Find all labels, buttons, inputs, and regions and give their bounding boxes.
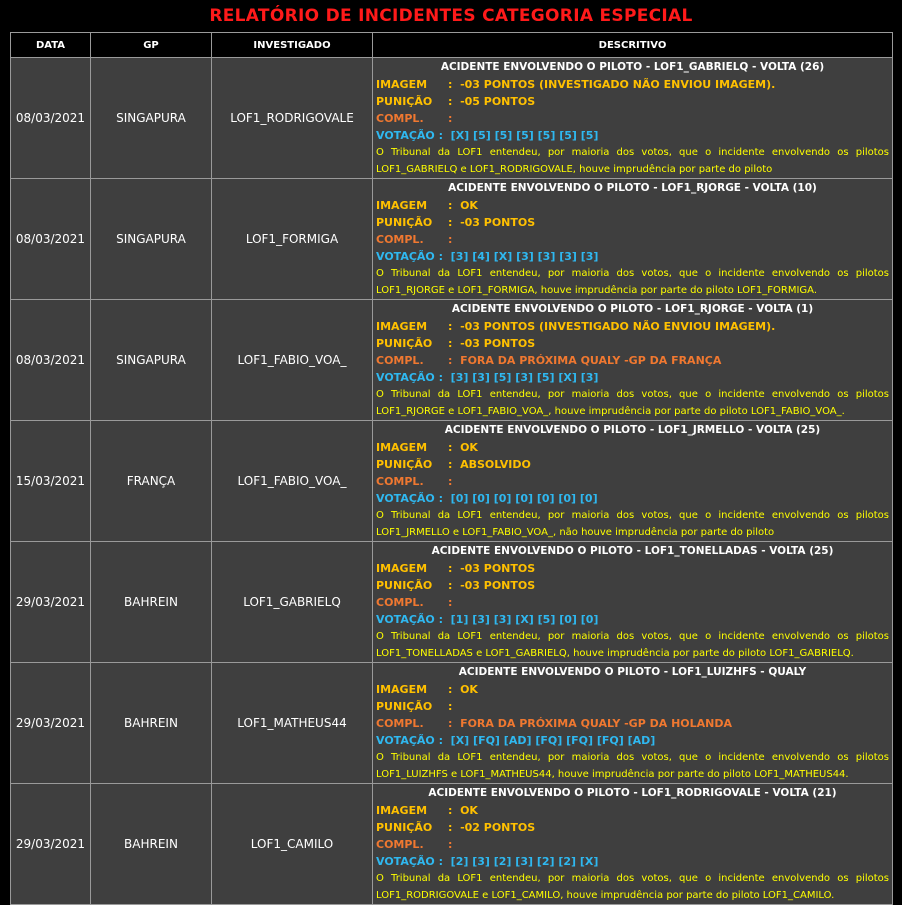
incident-heading: ACIDENTE ENVOLVENDO O PILOTO - LOF1_GABRIELQ - VOLTA (26): [440, 61, 825, 73]
punicao-label: PUNIÇÃO: [376, 579, 433, 592]
header-data: DATA: [11, 33, 91, 58]
cell-investigado: LOF1_FABIO_VOA_: [212, 300, 373, 421]
cell-gp: BAHREIN: [91, 663, 212, 784]
verdict-text: [376, 265, 889, 299]
punicao-line: PUNIÇÃO : ABSOLVIDO: [376, 458, 531, 471]
verdict-line-1: O Tribunal da LOF1 entendeu, por maioria dos votos, que o incidente envolvendo os pilotos: [376, 752, 889, 763]
imagem-line: IMAGEM : OK: [376, 441, 478, 454]
compl-line: COMPL. : FORA DA PRÓXIMA QUALY -GP DA FRANÇA: [376, 354, 722, 367]
verdict-text: [376, 507, 889, 541]
imagem-line: IMAGEM : -03 PONTOS: [376, 562, 536, 575]
cell-descritivo: [373, 179, 893, 300]
punicao-label: PUNIÇÃO: [376, 821, 433, 834]
votacao-label: VOTAÇÃO: [376, 129, 435, 142]
votacao-value: [X] [5] [5] [5] [5] [5] [5]: [450, 129, 599, 142]
cell-descritivo: [373, 300, 893, 421]
imagem-line: IMAGEM : -03 PONTOS (INVESTIGADO NÃO ENVIOU IMAGEM).: [376, 320, 776, 333]
compl-label: COMPL.: [376, 112, 424, 125]
imagem-value: -03 PONTOS (INVESTIGADO NÃO ENVIOU IMAGEM).: [460, 78, 776, 91]
votacao-value: [1] [3] [3] [X] [5] [0] [0]: [450, 613, 599, 626]
compl-line: COMPL. : FORA DA PRÓXIMA QUALY -GP DA HOLANDA: [376, 717, 733, 730]
punicao-value: -03 PONTOS: [460, 579, 536, 592]
cell-data: 29/03/2021: [11, 542, 91, 663]
imagem-line: IMAGEM : OK: [376, 683, 478, 696]
header-gp: GP: [91, 33, 212, 58]
cell-data: 08/03/2021: [11, 179, 91, 300]
cell-descritivo: [373, 663, 893, 784]
votacao-line: VOTAÇÃO : [0] [0] [0] [0] [0] [0] [0]: [376, 492, 598, 505]
compl-line: COMPL. :: [376, 596, 457, 609]
compl-label: COMPL.: [376, 233, 424, 246]
imagem-label: IMAGEM: [376, 78, 428, 91]
table-row: [11, 58, 893, 179]
header-descritivo: DESCRITIVO: [373, 33, 893, 58]
cell-gp: SINGAPURA: [91, 179, 212, 300]
votacao-value: [3] [3] [5] [3] [5] [X] [3]: [450, 371, 599, 384]
punicao-value: -03 PONTOS: [460, 337, 536, 350]
cell-data: 15/03/2021: [11, 421, 91, 542]
punicao-value: -02 PONTOS: [460, 821, 536, 834]
punicao-line: PUNIÇÃO : -03 PONTOS: [376, 337, 536, 350]
incidents-table: [10, 32, 893, 905]
report-title: RELATÓRIO DE INCIDENTES CATEGORIA ESPECIAL: [209, 6, 693, 26]
compl-line: COMPL. :: [376, 112, 457, 125]
votacao-label: VOTAÇÃO: [376, 734, 435, 747]
imagem-label: IMAGEM: [376, 441, 428, 454]
verdict-line-2: LOF1_LUIZHFS e LOF1_MATHEUS44, houve imprudência por parte do piloto LOF1_MATHEUS44.: [376, 769, 849, 780]
votacao-label: VOTAÇÃO: [376, 371, 435, 384]
imagem-label: IMAGEM: [376, 683, 428, 696]
cell-descritivo: [373, 58, 893, 179]
cell-investigado: LOF1_RODRIGOVALE: [212, 58, 373, 179]
votacao-value: [0] [0] [0] [0] [0] [0] [0]: [450, 492, 598, 505]
compl-value: FORA DA PRÓXIMA QUALY -GP DA FRANÇA: [460, 354, 722, 367]
verdict-text: [376, 386, 889, 420]
votacao-line: VOTAÇÃO : [2] [3] [2] [3] [2] [2] [X]: [376, 855, 599, 868]
incident-heading: ACIDENTE ENVOLVENDO O PILOTO - LOF1_TONELLADAS - VOLTA (25): [431, 545, 834, 557]
cell-descritivo: [373, 542, 893, 663]
cell-investigado: LOF1_FABIO_VOA_: [212, 421, 373, 542]
punicao-line: PUNIÇÃO : -03 PONTOS: [376, 216, 536, 229]
cell-data: 08/03/2021: [11, 300, 91, 421]
compl-line: COMPL. :: [376, 838, 457, 851]
compl-label: COMPL.: [376, 475, 424, 488]
votacao-line: VOTAÇÃO : [1] [3] [3] [X] [5] [0] [0]: [376, 613, 599, 626]
incident-heading: ACIDENTE ENVOLVENDO O PILOTO - LOF1_RJORGE - VOLTA (10): [448, 182, 817, 194]
punicao-line: PUNIÇÃO : -05 PONTOS: [376, 95, 536, 108]
cell-investigado: LOF1_MATHEUS44: [212, 663, 373, 784]
verdict-text: [376, 628, 889, 662]
table-row: [11, 542, 893, 663]
imagem-value: OK: [460, 199, 478, 212]
incident-heading: ACIDENTE ENVOLVENDO O PILOTO - LOF1_RJORGE - VOLTA (1): [451, 303, 814, 315]
votacao-line: VOTAÇÃO : [3] [4] [X] [3] [3] [3] [3]: [376, 250, 599, 263]
compl-label: COMPL.: [376, 717, 424, 730]
cell-descritivo: [373, 421, 893, 542]
cell-gp: BAHREIN: [91, 542, 212, 663]
cell-gp: FRANÇA: [91, 421, 212, 542]
compl-line: COMPL. :: [376, 233, 457, 246]
votacao-value: [3] [4] [X] [3] [3] [3] [3]: [450, 250, 599, 263]
cell-investigado: LOF1_CAMILO: [212, 784, 373, 905]
verdict-line-2: LOF1_TONELLADAS e LOF1_GABRIELQ, houve imprudência por parte do piloto LOF1_GABRIELQ.: [376, 648, 854, 659]
cell-investigado: LOF1_FORMIGA: [212, 179, 373, 300]
cell-data: 29/03/2021: [11, 784, 91, 905]
table-row: [11, 784, 893, 905]
imagem-label: IMAGEM: [376, 320, 428, 333]
verdict-text: [376, 749, 889, 783]
incident-heading: ACIDENTE ENVOLVENDO O PILOTO - LOF1_JRMELLO - VOLTA (25): [444, 424, 821, 436]
cell-gp: SINGAPURA: [91, 300, 212, 421]
verdict-line-2: LOF1_JRMELLO e LOF1_FABIO_VOA_, não houve imprudência por parte do piloto: [376, 527, 775, 538]
table-row: [11, 179, 893, 300]
cell-gp: BAHREIN: [91, 784, 212, 905]
incident-heading: ACIDENTE ENVOLVENDO O PILOTO - LOF1_LUIZHFS - QUALY: [458, 666, 807, 678]
votacao-line: VOTAÇÃO : [3] [3] [5] [3] [5] [X] [3]: [376, 371, 599, 384]
cell-gp: SINGAPURA: [91, 58, 212, 179]
compl-line: COMPL. :: [376, 475, 457, 488]
punicao-line: PUNIÇÃO : -03 PONTOS: [376, 579, 536, 592]
compl-label: COMPL.: [376, 354, 424, 367]
votacao-label: VOTAÇÃO: [376, 492, 435, 505]
votacao-label: VOTAÇÃO: [376, 250, 435, 263]
votacao-value: [X] [FQ] [AD] [FQ] [FQ] [FQ] [AD]: [450, 734, 656, 747]
verdict-line-1: O Tribunal da LOF1 entendeu, por maioria dos votos, que o incidente envolvendo os pilotos: [376, 268, 889, 279]
imagem-label: IMAGEM: [376, 804, 428, 817]
verdict-line-2: LOF1_RODRIGOVALE e LOF1_CAMILO, houve imprudência por parte do piloto LOF1_CAMILO.: [376, 890, 835, 901]
verdict-line-1: O Tribunal da LOF1 entendeu, por maioria dos votos, que o incidente envolvendo os pilotos: [376, 631, 889, 642]
imagem-line: IMAGEM : OK: [376, 199, 478, 212]
verdict-line-1: O Tribunal da LOF1 entendeu, por maioria dos votos, que o incidente envolvendo os pilotos: [376, 873, 889, 884]
imagem-value: OK: [460, 804, 478, 817]
compl-value: FORA DA PRÓXIMA QUALY -GP DA HOLANDA: [460, 717, 733, 730]
punicao-line: PUNIÇÃO : -02 PONTOS: [376, 821, 536, 834]
votacao-value: [2] [3] [2] [3] [2] [2] [X]: [450, 855, 599, 868]
verdict-line-1: O Tribunal da LOF1 entendeu, por maioria dos votos, que o incidente envolvendo os pilotos: [376, 147, 889, 158]
compl-label: COMPL.: [376, 596, 424, 609]
table-row: [11, 300, 893, 421]
imagem-line: IMAGEM : OK: [376, 804, 478, 817]
verdict-line-1: O Tribunal da LOF1 entendeu, por maioria dos votos, que o incidente envolvendo os pilotos: [376, 389, 889, 400]
table-header-row: [11, 33, 893, 58]
compl-label: COMPL.: [376, 838, 424, 851]
votacao-label: VOTAÇÃO: [376, 855, 435, 868]
punicao-value: -03 PONTOS: [460, 216, 536, 229]
verdict-text: [376, 144, 889, 178]
imagem-label: IMAGEM: [376, 562, 428, 575]
verdict-line-2: LOF1_GABRIELQ e LOF1_RODRIGOVALE, houve imprudência por parte do piloto: [376, 164, 773, 175]
verdict-line-2: LOF1_RJORGE e LOF1_FABIO_VOA_, houve imprudência por parte do piloto LOF1_FABIO_VOA_.: [376, 406, 845, 417]
punicao-label: PUNIÇÃO: [376, 95, 433, 108]
verdict-line-1: O Tribunal da LOF1 entendeu, por maioria dos votos, que o incidente envolvendo os pilotos: [376, 510, 889, 521]
punicao-label: PUNIÇÃO: [376, 337, 433, 350]
imagem-line: IMAGEM : -03 PONTOS (INVESTIGADO NÃO ENVIOU IMAGEM).: [376, 78, 776, 91]
cell-data: 29/03/2021: [11, 663, 91, 784]
votacao-label: VOTAÇÃO: [376, 613, 435, 626]
imagem-label: IMAGEM: [376, 199, 428, 212]
header-investigado: INVESTIGADO: [212, 33, 373, 58]
cell-investigado: LOF1_GABRIELQ: [212, 542, 373, 663]
incident-heading: ACIDENTE ENVOLVENDO O PILOTO - LOF1_RODRIGOVALE - VOLTA (21): [428, 787, 837, 799]
verdict-text: [376, 870, 889, 904]
punicao-value: -05 PONTOS: [460, 95, 536, 108]
table-row: [11, 421, 893, 542]
table-row: [11, 663, 893, 784]
punicao-line: PUNIÇÃO :: [376, 700, 457, 713]
votacao-line: VOTAÇÃO : [X] [5] [5] [5] [5] [5] [5]: [376, 129, 599, 142]
punicao-label: PUNIÇÃO: [376, 700, 433, 713]
punicao-value: ABSOLVIDO: [460, 458, 531, 471]
cell-data: 08/03/2021: [11, 58, 91, 179]
punicao-label: PUNIÇÃO: [376, 458, 433, 471]
imagem-value: OK: [460, 441, 478, 454]
votacao-line: VOTAÇÃO : [X] [FQ] [AD] [FQ] [FQ] [FQ] [AD]: [376, 734, 656, 747]
imagem-value: -03 PONTOS: [460, 562, 536, 575]
verdict-line-2: LOF1_RJORGE e LOF1_FORMIGA, houve imprudência por parte do piloto LOF1_FORMIGA.: [376, 285, 817, 296]
imagem-value: -03 PONTOS (INVESTIGADO NÃO ENVIOU IMAGEM).: [460, 320, 776, 333]
imagem-value: OK: [460, 683, 478, 696]
cell-descritivo: [373, 784, 893, 905]
punicao-label: PUNIÇÃO: [376, 216, 433, 229]
